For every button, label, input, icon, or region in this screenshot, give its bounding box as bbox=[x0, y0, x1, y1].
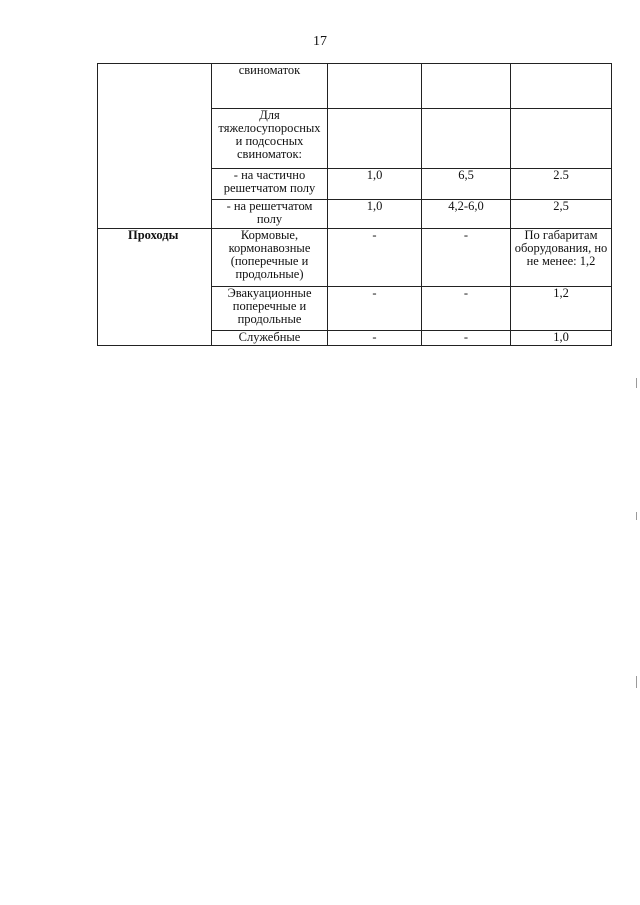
row-name-cell: Для тяжелосупоросных и подсосных свиноматок: bbox=[212, 109, 328, 169]
scan-mark bbox=[636, 512, 637, 520]
section-cell-empty bbox=[98, 64, 212, 229]
value-cell: - bbox=[422, 229, 511, 287]
value-cell: 4,2-6,0 bbox=[422, 200, 511, 229]
scan-mark bbox=[636, 378, 637, 388]
value-cell: - bbox=[328, 287, 422, 331]
value-cell: 1,0 bbox=[328, 169, 422, 200]
scan-mark bbox=[636, 676, 637, 688]
value-cell bbox=[328, 64, 422, 109]
value-cell: По габаритам оборудования, но не менее: 1,2 bbox=[511, 229, 612, 287]
value-cell: 1,2 bbox=[511, 287, 612, 331]
row-name-cell: Служебные bbox=[212, 331, 328, 346]
row-name-cell: - на частично решетчатом полу bbox=[212, 169, 328, 200]
table-row bbox=[98, 229, 612, 287]
value-cell: - bbox=[422, 287, 511, 331]
row-name-cell: Эвакуационные поперечные и продольные bbox=[212, 287, 328, 331]
value-cell: - bbox=[422, 331, 511, 346]
table-row bbox=[98, 64, 612, 109]
value-cell bbox=[422, 109, 511, 169]
section-label-cell: Проходы bbox=[98, 229, 212, 346]
norms-table bbox=[97, 63, 612, 346]
row-name-cell: свиноматок bbox=[212, 64, 328, 109]
page-number: 17 bbox=[313, 34, 327, 49]
value-cell: 1,0 bbox=[328, 200, 422, 229]
value-cell: - bbox=[328, 229, 422, 287]
value-cell bbox=[511, 64, 612, 109]
value-cell bbox=[328, 109, 422, 169]
value-cell: 2,5 bbox=[511, 200, 612, 229]
value-cell bbox=[511, 109, 612, 169]
value-cell: 6,5 bbox=[422, 169, 511, 200]
value-cell: 1,0 bbox=[511, 331, 612, 346]
value-cell: 2.5 bbox=[511, 169, 612, 200]
row-name-cell: - на решетчатом полу bbox=[212, 200, 328, 229]
row-name-cell: Кормовые, кормонавозные (поперечные и продольные) bbox=[212, 229, 328, 287]
value-cell bbox=[422, 64, 511, 109]
value-cell: - bbox=[328, 331, 422, 346]
